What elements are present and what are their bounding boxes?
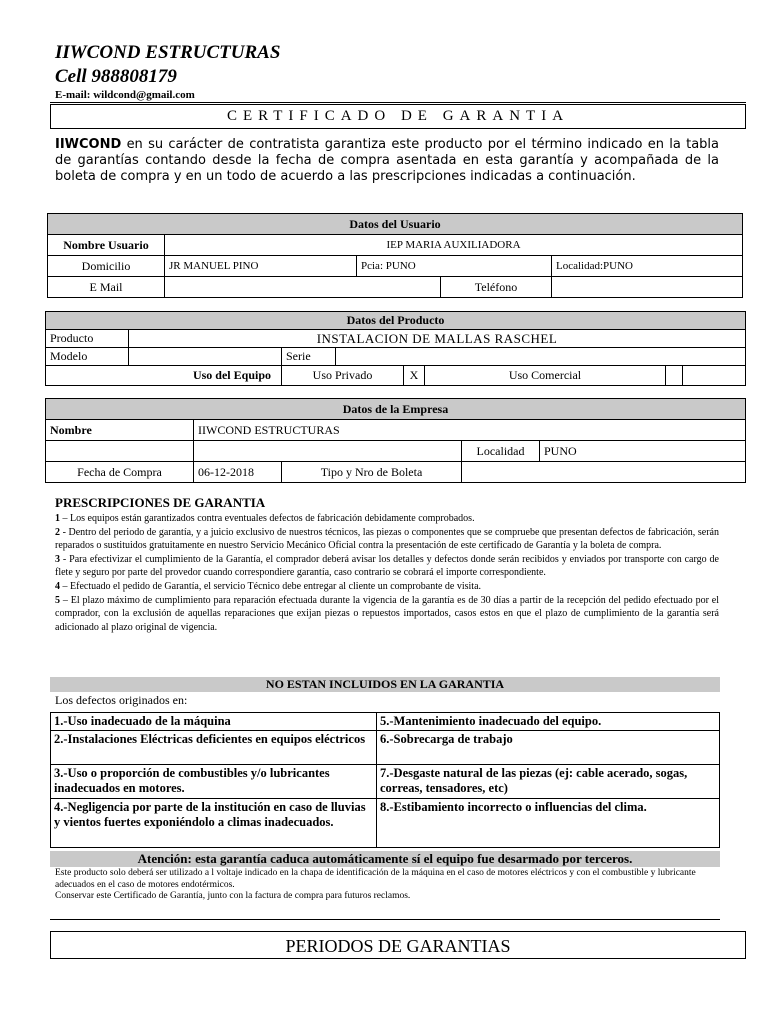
private-use-label: Uso Privado <box>282 366 404 386</box>
exclusion-item: 4.-Negligencia por parte de la institución en caso de lluvias y vientos fuertes exponiéndolo a climas inadecuados. <box>51 799 377 848</box>
prescription-text: - Para efectivizar el cumplimiento de la Garantía, el comprador deberá avisar los detalles y defectos donde serán recibidos y enviados por transporte con cargo de flete y seguro por parte del provedor cuando correspondiere garantía, caso contrario se cobrará el importe correspondiente. <box>55 553 719 579</box>
usage-notes <box>55 868 725 903</box>
prescription-item <box>55 594 719 635</box>
company-name-value: IIWCOND ESTRUCTURAS <box>194 420 746 441</box>
product-section-header: Datos del Producto <box>46 312 746 330</box>
company-locality-label: Localidad <box>462 441 540 462</box>
receipt-value <box>462 462 746 483</box>
usage-note: Este producto solo deberá ser utilizado a l voltaje indicado en la chapa de identificación de la máquina en el caso de motores eléctricos y con el combustible y lubricante adecuados en el caso de motores endotérmicos. <box>55 868 696 890</box>
prescription-number: 2 <box>55 526 60 538</box>
certificate-title: CERTIFICADO DE GARANTIA <box>50 104 746 129</box>
commercial-use-label: Uso Comercial <box>508 368 582 382</box>
company-locality-value: PUNO <box>540 441 746 462</box>
prescription-number: 4 <box>55 580 60 592</box>
warranty-periods-title: PERIODOS DE GARANTIAS <box>50 931 746 959</box>
prescriptions-list <box>55 512 719 634</box>
prescription-item <box>55 512 719 526</box>
header-divider <box>50 102 746 103</box>
usage-row <box>404 366 666 386</box>
company-name: IIWCOND ESTRUCTURAS <box>55 42 281 63</box>
model-label: Modelo <box>46 348 129 366</box>
exclusion-item: 8.-Estibamiento incorrecto o influencias del clima. <box>377 799 720 848</box>
user-name-value: IEP MARIA AUXILIADORA <box>165 235 743 256</box>
commercial-use-checkbox[interactable] <box>666 366 683 386</box>
prescription-number: 5 <box>55 594 60 606</box>
company-phone: Cell 988808179 <box>55 66 177 87</box>
user-address-label: Domicilio <box>48 256 165 277</box>
intro-text: en su carácter de contratista garantiza este producto por el término indicado en la tabla de garantías contando desde la fecha de compra asentada en esta garantía y acompañada de la boleta de compra y en un todo de acuerdo a las prescripciones indicadas a continuación. <box>55 137 719 184</box>
prescription-text: - Dentro del periodo de garantía, y a juicio exclusivo de nuestros técnicos, las piezas o componentes que se compruebe que presentan defectos de fabricación, serán reparados o sustituidos gratuitamente en nuestro Servicio Mecánico Oficial contra la presentación de este certificado de Garantía y la boleta de compra. <box>55 526 719 552</box>
company-blank-b <box>194 441 462 462</box>
exclusion-item: 2.-Instalaciones Eléctricas deficientes en equipos eléctricos <box>51 731 377 765</box>
exclusion-item: 1.-Uso inadecuado de la máquina <box>51 713 377 731</box>
company-section-header: Datos de la Empresa <box>46 399 746 420</box>
user-email-value <box>165 277 441 298</box>
usage-blank <box>683 366 746 386</box>
purchase-date-label: Fecha de Compra <box>46 462 194 483</box>
exclusions-lead: Los defectos originados en: <box>55 693 188 707</box>
company-data-table <box>45 398 746 483</box>
user-address-value: JR MANUEL PINO <box>165 256 357 277</box>
intro-brand: IIWCOND <box>55 137 122 152</box>
receipt-label: Tipo y Nro de Boleta <box>282 462 462 483</box>
serie-value <box>336 348 746 366</box>
usage-note: Conservar este Certificado de Garantía, junto con la factura de compra para futuros reclamos. <box>55 891 411 901</box>
purchase-date-value: 06-12-2018 <box>194 462 282 483</box>
user-data-table <box>47 213 743 298</box>
user-phone-label: Teléfono <box>441 277 552 298</box>
prescription-item <box>55 580 719 594</box>
intro-paragraph <box>55 137 719 185</box>
prescription-number: 1 <box>55 513 60 524</box>
private-use-checkbox[interactable]: X <box>404 366 425 385</box>
prescription-text: – Los equipos están garantizados contra eventuales defectos de fabricación debidamente comprobados. <box>60 513 475 524</box>
user-name-label: Nombre Usuario <box>48 235 165 256</box>
user-email-label: E Mail <box>48 277 165 298</box>
exclusion-item: 3.-Uso o proporción de combustibles y/o lubricantes inadecuados en motores. <box>51 765 377 799</box>
prescription-text: – Efectuado el pedido de Garantía, el servicio Técnico debe entregar al cliente un comprobante de visita. <box>60 580 482 592</box>
use-label: Uso del Equipo <box>46 366 282 386</box>
prescriptions-title: PRESCRIPCIONES DE GARANTIA <box>55 495 266 510</box>
product-data-table <box>45 311 746 386</box>
user-section-header: Datos del Usuario <box>48 214 743 235</box>
prescription-text: – El plazo máximo de cumplimiento para reparación efectuada durante la vigencia de la garantía es de 30 días a partir de la recepción del pedido efectuado por el comprador, con la exclusión de aquellas reparaciones que exijan piezas o repuestos importados, casos estos en que el plazo de cumplimiento de la garantía será adicionado al plazo original de vigencia. <box>55 594 719 633</box>
prescription-number: 3 <box>55 553 60 565</box>
prescription-item <box>55 553 719 580</box>
model-value <box>129 348 282 366</box>
exclusions-table <box>50 712 720 848</box>
exclusion-item: 6.-Sobrecarga de trabajo <box>377 731 720 765</box>
footer-divider <box>50 919 720 920</box>
company-name-label: Nombre <box>46 420 194 441</box>
product-value: INSTALACION DE MALLAS RASCHEL <box>129 330 746 348</box>
product-label: Producto <box>46 330 129 348</box>
prescription-item <box>55 526 719 553</box>
user-province: Pcia: PUNO <box>357 256 552 277</box>
exclusion-item: 5.-Mantenimiento inadecuado del equipo. <box>377 713 720 731</box>
exclusion-item: 7.-Desgaste natural de las piezas (ej: cable acerado, sogas, correas, tensadores, etc) <box>377 765 720 799</box>
exclusions-title: NO ESTAN INCLUIDOS EN LA GARANTIA <box>50 677 720 692</box>
user-phone-value <box>552 277 743 298</box>
attention-notice: Atención: esta garantía caduca automáticamente sí el equipo fue desarmado por terceros. <box>50 851 720 867</box>
serie-label: Serie <box>282 348 336 366</box>
company-email: E-mail: wildcond@gmail.com <box>55 89 195 101</box>
company-blank-a <box>46 441 194 462</box>
user-locality: Localidad:PUNO <box>552 256 743 277</box>
